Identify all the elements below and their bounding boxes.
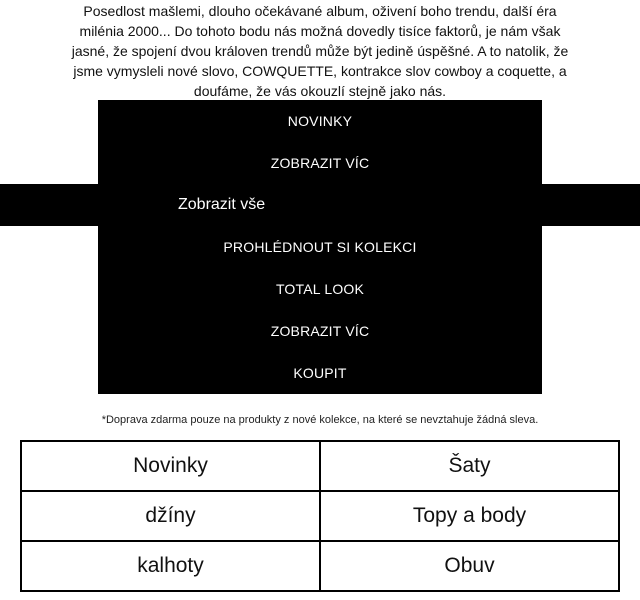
- koupit-link[interactable]: KOUPIT: [293, 365, 347, 381]
- category-row: [21, 491, 619, 541]
- intro-paragraph: Posedlost mašlemi, dlouho očekávané album, oživení boho trendu, další éra milénia 2000... Do tohoto bodu nás možná dovedly tisíce faktorů, je nám však jasné, že spojení dvou královen trendů může být jedině úspěšné. A to natolik, že jsme vymysleli nové slovo, COWQUETTE, kontrakce slov cowboy a coquette, a doufáme, že vás okouzlí stejně jako nás.: [71, 3, 569, 99]
- category-topy-a-body[interactable]: Topy a body: [320, 491, 619, 541]
- category-dziny[interactable]: džíny: [21, 491, 320, 541]
- novinky-link[interactable]: NOVINKY: [287, 113, 353, 129]
- zobrazit-vic-link-1[interactable]: ZOBRAZIT VÍC: [270, 155, 370, 171]
- show-all-strip: [0, 184, 640, 226]
- category-row: [21, 441, 619, 491]
- category-row: [21, 541, 619, 591]
- zobrazit-vse-link[interactable]: Zobrazit vše: [178, 196, 266, 213]
- shipping-note: *Doprava zdarma pouze na produkty z nové kolekce, na které se nevztahuje žádná sleva.: [101, 414, 539, 426]
- total-look-link[interactable]: TOTAL LOOK: [275, 281, 365, 297]
- category-grid: [20, 440, 620, 592]
- category-novinky[interactable]: Novinky: [21, 441, 320, 491]
- category-saty[interactable]: Šaty: [320, 441, 619, 491]
- category-obuv[interactable]: Obuv: [320, 541, 619, 591]
- prohlednout-kolekci-link[interactable]: PROHLÉDNOUT SI KOLEKCI: [223, 239, 417, 255]
- category-kalhoty[interactable]: kalhoty: [21, 541, 320, 591]
- zobrazit-vic-link-2[interactable]: ZOBRAZIT VÍC: [270, 323, 370, 339]
